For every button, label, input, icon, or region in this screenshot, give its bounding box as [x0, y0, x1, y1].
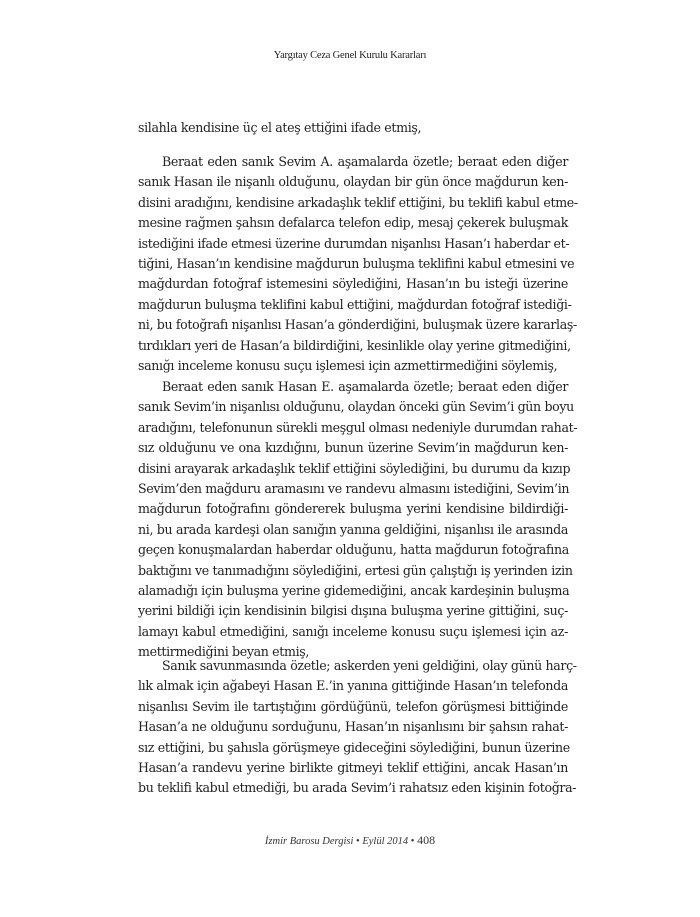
- text-line: Beraat eden sanık Hasan E. aşamalarda özetle; beraat eden diğer: [162, 379, 568, 394]
- text-line: sız olduğunu ve ona kızdığını, bunun üzerine Sevim’in mağdurun ken-: [138, 440, 568, 456]
- text-line: mesine rağmen şahsın defalarca telefon edip, mesaj çekerek buluşmak: [138, 215, 568, 231]
- text-line: geçen konuşmalardan haberdar olduğunu, hatta mağdurun fotoğrafına: [138, 542, 569, 558]
- text-line: lamayı kabul etmediğini, sanığı inceleme konusu suçu işlemesi için az-: [138, 623, 568, 639]
- text-line: mağdurdan fotoğraf istemesini söylediğini, Hasan’ın bu isteği üzerine: [138, 276, 568, 292]
- text-line: silahla kendisine üç el ateş ettiğini ifade etmiş,: [138, 120, 422, 135]
- text-line: nişanlısı Sevim ile tartıştığını gördüğünü, telefon görüşmesi bittiğinde: [138, 698, 568, 714]
- journal-issue: Eylül 2014: [362, 836, 409, 847]
- paragraph-hasan-statement: [138, 377, 578, 662]
- text-line: Beraat eden sanık Sevim A. aşamalarda özetle; beraat eden diğer: [162, 154, 568, 169]
- text-line: ni, bu arada kardeşi olan sanığın yanına geldiğini, nişanlısı ile arasında: [138, 521, 568, 537]
- text-line: disini arayarak arkadaşlık teklif ettiğini söylediğini, bu durumu da kızıp: [138, 460, 571, 476]
- paragraph-sevim-statement: [138, 152, 578, 376]
- text-line: alamadığı için buluşma yerine gidemediğini, ancak kardeşinin buluşma: [138, 582, 570, 598]
- text-line: tırdıkları yeri de Hasan’a bildirdiğini, kesinlikle olay yerine gitmediğini,: [138, 337, 571, 353]
- text-line: mettirmediğini beyan etmiş,: [138, 644, 310, 660]
- text-line: sanığı inceleme konusu suçu işlemesi için azmettirmediğini söylemiş,: [138, 357, 558, 373]
- text-line: Hasan’a randevu yerine birlikte gitmeyi teklif ettiğini, ancak Hasan’ın: [138, 759, 568, 775]
- text-line: disini aradığını, kendisine arkadaşlık teklif ettiğini, bu teklifi kabul etme-: [138, 194, 578, 210]
- text-line: tiğini, Hasan’ın kendisine mağdurun buluşma teklifini kabul etmesini ve: [138, 255, 575, 271]
- text-line: mağdurun buluşma teklifini kabul ettiğini, mağdurdan fotoğraf istediği-: [138, 296, 572, 312]
- running-head: Yargıtay Ceza Genel Kurulu Kararları: [273, 50, 427, 61]
- page-footer: [0, 833, 700, 848]
- text-line: sanık Sevim’in nişanlısı olduğunu, olaydan önceki gün Sevim’i gün boyu: [138, 399, 574, 415]
- separator: •: [410, 836, 415, 847]
- text-line: Sanık savunmasında özetle; askerden yeni geldiğini, olay günü harç-: [162, 658, 577, 673]
- page-number: 408: [417, 833, 436, 847]
- text-line: sız ettiğini, bu şahısla görüşmeye gideceğini söylediğini, bunun üzerine: [138, 739, 570, 755]
- journal-name: İzmir Barosu Dergisi: [264, 836, 354, 847]
- separator: •: [356, 836, 360, 847]
- text-line: aradığını, telefonunun sürekli meşgul olması nedeniyle durumdan rahat-: [138, 419, 578, 435]
- paragraph-continuation: [138, 118, 568, 138]
- text-line: istediğini ifade etmesi üzerine durumdan nişanlısı Hasan’ı haberdar et-: [138, 235, 570, 251]
- text-line: mağdurun fotoğrafını göndererek buluşma yerini kendisine bildirdiği-: [138, 501, 568, 517]
- text-line: lık almak için ağabeyi Hasan E.’in yanına gittiğinde Hasan’ın telefonda: [138, 678, 568, 694]
- text-line: baktığını ve tanımadığını söylediğini, ertesi gün çalıştığı iş yerinden izin: [138, 562, 573, 578]
- text-line: ni, bu fotoğrafı nişanlısı Hasan’a gönderdiğini, buluşmak üzere kararlaş-: [138, 317, 577, 333]
- paragraph-defendant-defense: [138, 656, 577, 799]
- text-line: bu teklifi kabul etmediği, bu arada Sevim’i rahatsız eden kişinin fotoğra-: [138, 780, 577, 796]
- text-line: sanık Hasan ile nişanlı olduğunu, olaydan bir gün önce mağdurun ken-: [138, 174, 568, 190]
- text-line: Sevim’den mağduru aramasını ve randevu almasını istediğini, Sevim’in: [138, 480, 570, 496]
- text-line: yerini bildiği için kendisinin bilgisi dışına buluşma yerine gittiğini, suç-: [138, 603, 568, 619]
- text-line: Hasan’a ne olduğunu sorduğunu, Hasan’ın nişanlısını bir şahsın rahat-: [138, 719, 568, 735]
